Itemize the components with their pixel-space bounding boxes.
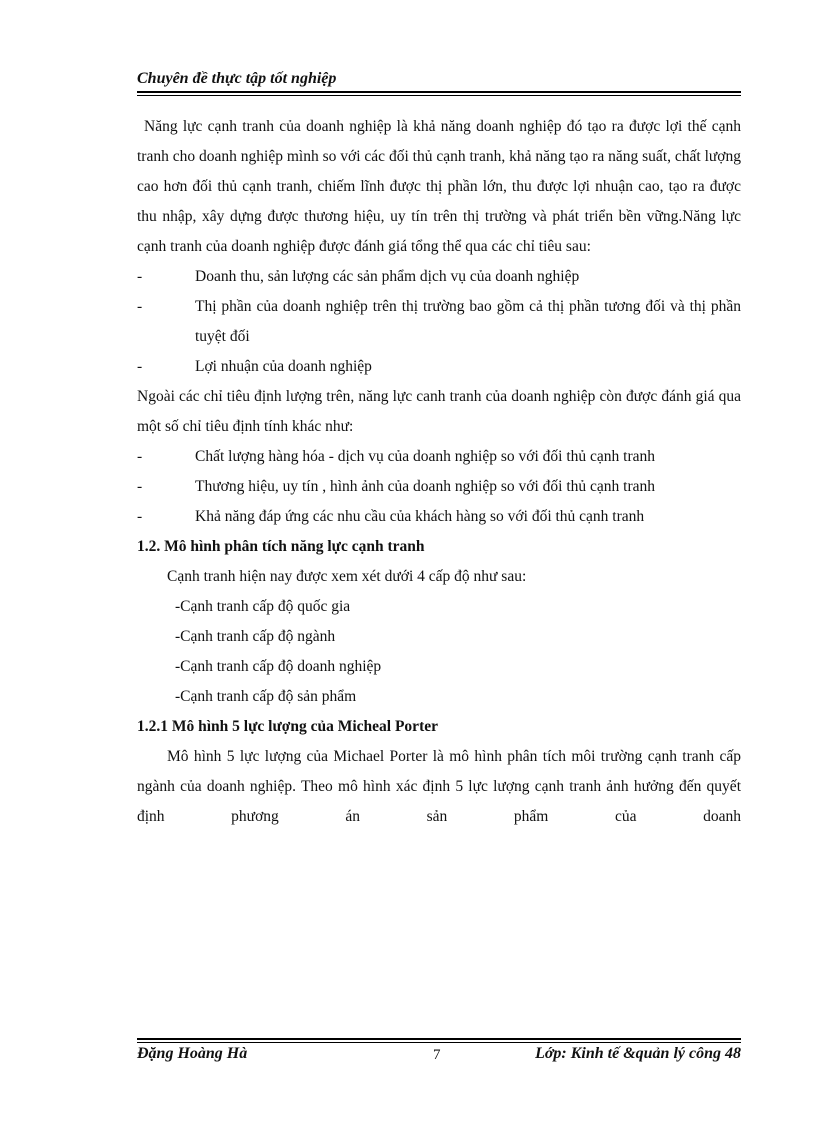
- page-footer: [137, 1045, 741, 1067]
- body-text: [137, 112, 741, 832]
- level-item: -Cạnh tranh cấp độ ngành: [175, 628, 336, 645]
- level-item: -Cạnh tranh cấp độ quốc gia: [175, 598, 351, 615]
- header-rule: [137, 91, 741, 93]
- bullet-mark: -: [137, 508, 143, 525]
- paragraph-qualitative: Ngoài các chỉ tiêu định lượng trên, năng lực canh tranh của doanh nghiệp còn được đánh giá qua một số chỉ tiêu định tính khác như:: [137, 388, 741, 435]
- bullet-mark: -: [137, 358, 143, 375]
- intro-paragraph: Năng lực cạnh tranh của doanh nghiệp là khả năng doanh nghiệp đó tạo ra được lợi thế cạnh tranh cho doanh nghiệp mình so với các đối thủ cạnh tranh, khả năng tạo ra năng suất, chất lượng cao hơn đối thủ cạnh tranh, chiếm lĩnh được thị phần lớn, thu được lợi nhuận cao, tạo ra được thu nhập, xây dựng được thương hiệu, uy tín trên thị trường và phát triển bền vững.Năng lực cạnh tranh của doanh nghiệp được đánh giá tổng thể qua các chỉ tiêu sau:: [137, 118, 741, 255]
- bullet-text: Khả năng đáp ứng các nhu cầu của khách hàng so với đối thủ cạnh tranh: [195, 508, 645, 525]
- bullet-text: Thị phần của doanh nghiệp trên thị trường bao gồm cả thị phần tương đối và thị phần tuyệt đối: [195, 298, 741, 345]
- bullet-item: [137, 262, 741, 292]
- level-item: -Cạnh tranh cấp độ sản phẩm: [175, 688, 357, 705]
- footer-rule-thin: [137, 1042, 741, 1043]
- bullet-text: Doanh thu, sản lượng các sản phẩm dịch vụ của doanh nghiệp: [195, 268, 580, 285]
- bullet-text: Thương hiệu, uy tín , hình ảnh của doanh nghiệp so với đối thủ cạnh tranh: [195, 478, 656, 495]
- bullet-item: [137, 502, 741, 532]
- class-name: Lớp: Kinh tế &quản lý công 48: [535, 1045, 741, 1062]
- bullet-item: [137, 352, 741, 382]
- bullet-item: [137, 292, 741, 352]
- levels-intro: Cạnh tranh hiện nay được xem xét dưới 4 cấp độ như sau:: [167, 568, 527, 585]
- bullet-item: [137, 442, 741, 472]
- bullet-mark: -: [137, 478, 143, 495]
- header-rule-thin: [137, 95, 741, 96]
- page-number: 7: [433, 1047, 441, 1063]
- bullet-text: Lợi nhuận của doanh nghiệp: [195, 358, 372, 375]
- bullet-mark: -: [137, 298, 143, 315]
- section-heading: 1.2. Mô hình phân tích năng lực cạnh tranh: [137, 538, 425, 555]
- bullet-text: Chất lượng hàng hóa - dịch vụ của doanh nghiệp so với đối thủ cạnh tranh: [195, 448, 655, 465]
- page-header: Chuyên đề thực tập tốt nghiệp: [137, 70, 337, 87]
- subsection-heading: 1.2.1 Mô hình 5 lực lượng của Micheal Porter: [137, 718, 438, 735]
- bullet-mark: -: [137, 268, 143, 285]
- bullet-item: [137, 472, 741, 502]
- level-item: -Cạnh tranh cấp độ doanh nghiệp: [175, 658, 382, 675]
- footer-rule: [137, 1038, 741, 1040]
- author-name: Đặng Hoàng Hà: [137, 1045, 248, 1062]
- bullet-mark: -: [137, 448, 143, 465]
- porter-paragraph: Mô hình 5 lực lượng của Michael Porter là mô hình phân tích môi trường cạnh tranh cấp ngành của doanh nghiệp. Theo mô hình xác định 5 lực lượng cạnh tranh ảnh hưởng đến quyết định phương án sản phẩm của doanh: [137, 748, 741, 825]
